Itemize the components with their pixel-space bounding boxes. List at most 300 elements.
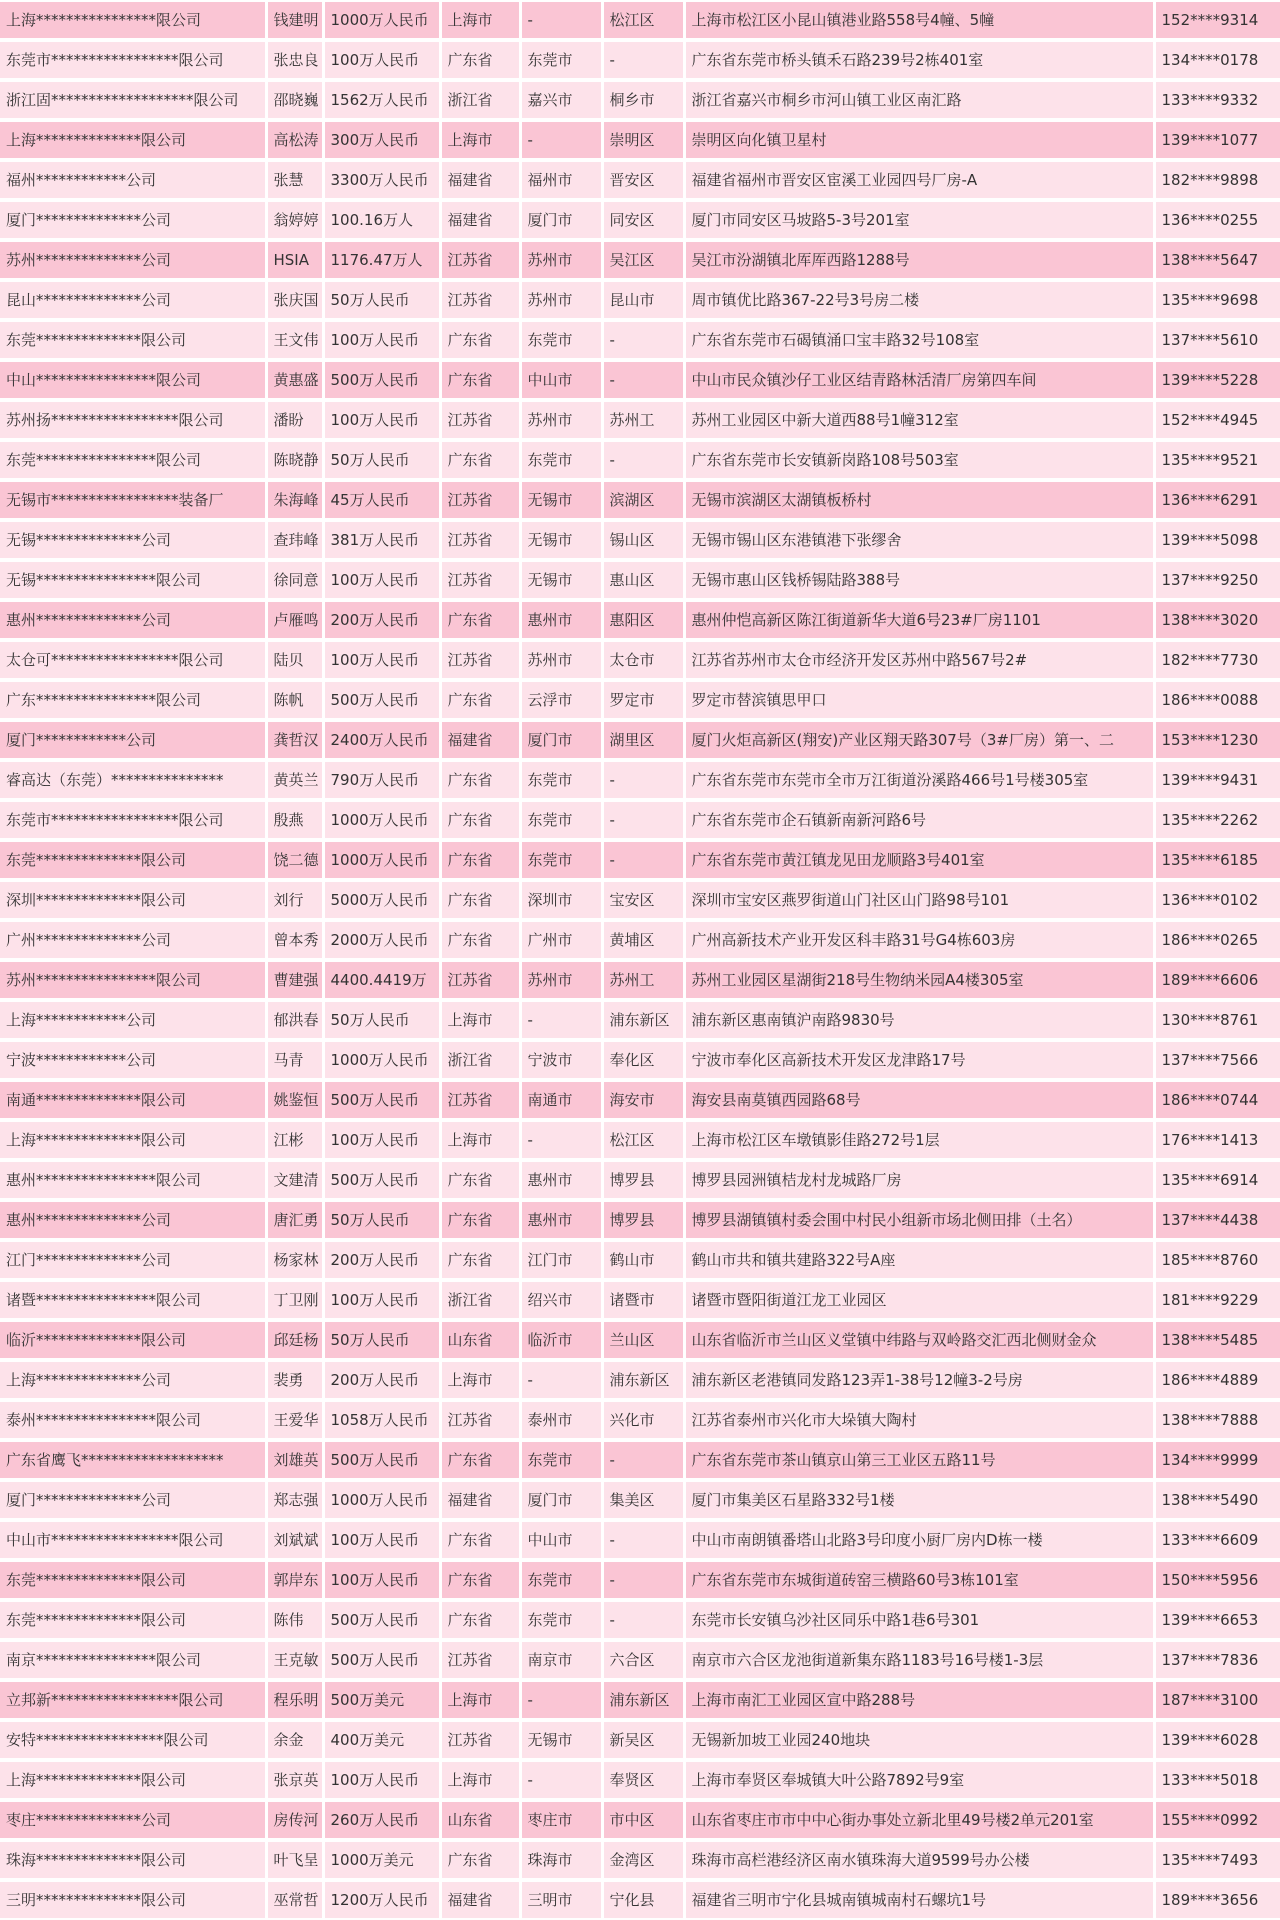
table-row: [0, 120, 1280, 160]
company-cell: 宁波************公司: [0, 1040, 266, 1080]
contact-cell: 程乐明: [266, 1680, 323, 1720]
district-cell: -: [602, 1560, 684, 1600]
address-cell: 中山市民众镇沙仔工业区结青路林活清厂房第四车间: [684, 360, 1154, 400]
table-row: [0, 240, 1280, 280]
district-cell: 锡山区: [602, 520, 684, 560]
province-cell: 广东省: [440, 760, 520, 800]
address-cell: 上海市奉贤区奉城镇大叶公路7892号9室: [684, 1760, 1154, 1800]
capital-cell: 500万美元: [323, 1680, 440, 1720]
company-cell: 苏州**************公司: [0, 240, 266, 280]
company-cell: 上海************公司: [0, 1000, 266, 1040]
address-cell: 上海市松江区车墩镇影佳路272号1层: [684, 1120, 1154, 1160]
city-cell: 中山市: [520, 1520, 602, 1560]
address-cell: 崇明区向化镇卫星村: [684, 120, 1154, 160]
city-cell: 厦门市: [520, 200, 602, 240]
company-cell: 广东****************限公司: [0, 680, 266, 720]
province-cell: 广东省: [440, 600, 520, 640]
city-cell: 惠州市: [520, 600, 602, 640]
province-cell: 浙江省: [440, 1280, 520, 1320]
address-cell: 无锡市滨湖区太湖镇板桥村: [684, 480, 1154, 520]
company-cell: 诸暨****************限公司: [0, 1280, 266, 1320]
address-cell: 海安县南莫镇西园路68号: [684, 1080, 1154, 1120]
table-row: [0, 360, 1280, 400]
company-cell: 临沂**************限公司: [0, 1320, 266, 1360]
city-cell: 苏州市: [520, 640, 602, 680]
city-cell: -: [520, 2, 602, 40]
province-cell: 江苏省: [440, 960, 520, 1000]
company-cell: 上海**************限公司: [0, 1120, 266, 1160]
contact-cell: 陆贝: [266, 640, 323, 680]
province-cell: 山东省: [440, 1320, 520, 1360]
company-cell: 苏州扬*****************限公司: [0, 400, 266, 440]
contact-cell: 刘雄英: [266, 1440, 323, 1480]
province-cell: 山东省: [440, 1800, 520, 1840]
phone-cell: 186****0088: [1154, 680, 1280, 720]
contact-cell: 徐同意: [266, 560, 323, 600]
address-cell: 南京市六合区龙池街道新集东路1183号16号楼1-3层: [684, 1640, 1154, 1680]
phone-cell: 138****5647: [1154, 240, 1280, 280]
table-row: [0, 960, 1280, 1000]
province-cell: 广东省: [440, 1520, 520, 1560]
phone-cell: 155****0992: [1154, 1800, 1280, 1840]
table-row: [0, 1880, 1280, 1920]
city-cell: 无锡市: [520, 480, 602, 520]
table-row: [0, 520, 1280, 560]
address-cell: 厦门火炬高新区(翔安)产业区翔天路307号（3#厂房）第一、二: [684, 720, 1154, 760]
phone-cell: 185****8760: [1154, 1240, 1280, 1280]
company-cell: 上海**************限公司: [0, 1760, 266, 1800]
contact-cell: 翁婷婷: [266, 200, 323, 240]
contact-cell: 王文伟: [266, 320, 323, 360]
address-cell: 浦东新区惠南镇沪南路9830号: [684, 1000, 1154, 1040]
province-cell: 广东省: [440, 1440, 520, 1480]
table-row: [0, 1240, 1280, 1280]
contact-cell: 张慧: [266, 160, 323, 200]
contact-cell: 文建清: [266, 1160, 323, 1200]
district-cell: -: [602, 1600, 684, 1640]
company-cell: 惠州**************公司: [0, 600, 266, 640]
company-cell: 三明**************限公司: [0, 1880, 266, 1920]
contact-cell: 陈帆: [266, 680, 323, 720]
contact-cell: 黄英兰: [266, 760, 323, 800]
table-row: [0, 320, 1280, 360]
district-cell: 六合区: [602, 1640, 684, 1680]
phone-cell: 138****5485: [1154, 1320, 1280, 1360]
address-cell: 浙江省嘉兴市桐乡市河山镇工业区南汇路: [684, 80, 1154, 120]
contact-cell: 曾本秀: [266, 920, 323, 960]
province-cell: 江苏省: [440, 1640, 520, 1680]
district-cell: 太仓市: [602, 640, 684, 680]
capital-cell: 3300万人民币: [323, 160, 440, 200]
table-row: [0, 840, 1280, 880]
capital-cell: 100万人民币: [323, 1120, 440, 1160]
phone-cell: 139****1077: [1154, 120, 1280, 160]
phone-cell: 139****9431: [1154, 760, 1280, 800]
province-cell: 上海市: [440, 1000, 520, 1040]
phone-cell: 135****7493: [1154, 1840, 1280, 1880]
capital-cell: 500万人民币: [323, 680, 440, 720]
capital-cell: 100万人民币: [323, 1280, 440, 1320]
capital-cell: 100万人民币: [323, 320, 440, 360]
address-cell: 江苏省泰州市兴化市大垛镇大陶村: [684, 1400, 1154, 1440]
address-cell: 无锡新加坡工业园240地块: [684, 1720, 1154, 1760]
district-cell: 宝安区: [602, 880, 684, 920]
province-cell: 上海市: [440, 1760, 520, 1800]
phone-cell: 189****6606: [1154, 960, 1280, 1000]
company-cell: 浙江固*******************限公司: [0, 80, 266, 120]
address-cell: 中山市南朗镇番塔山北路3号印度小厨厂房内D栋一楼: [684, 1520, 1154, 1560]
table-row: [0, 1640, 1280, 1680]
capital-cell: 1000万人民币: [323, 840, 440, 880]
capital-cell: 260万人民币: [323, 1800, 440, 1840]
contact-cell: 陈晓静: [266, 440, 323, 480]
phone-cell: 137****7566: [1154, 1040, 1280, 1080]
province-cell: 江苏省: [440, 1080, 520, 1120]
company-cell: 无锡****************限公司: [0, 560, 266, 600]
district-cell: -: [602, 840, 684, 880]
table-row: [0, 280, 1280, 320]
district-cell: 博罗县: [602, 1200, 684, 1240]
district-cell: 松江区: [602, 1120, 684, 1160]
phone-cell: 152****9314: [1154, 2, 1280, 40]
address-cell: 福建省福州市晋安区宦溪工业园四号厂房-A: [684, 160, 1154, 200]
table-row: [0, 1520, 1280, 1560]
district-cell: 宁化县: [602, 1880, 684, 1920]
address-cell: 广州高新技术产业开发区科丰路31号G4栋603房: [684, 920, 1154, 960]
table-row: [0, 560, 1280, 600]
address-cell: 广东省东莞市黄江镇龙见田龙顺路3号401室: [684, 840, 1154, 880]
district-cell: 浦东新区: [602, 1680, 684, 1720]
phone-cell: 189****3656: [1154, 1880, 1280, 1920]
phone-cell: 186****0744: [1154, 1080, 1280, 1120]
company-cell: 泰州****************限公司: [0, 1400, 266, 1440]
table-row: [0, 2, 1280, 40]
address-cell: 广东省东莞市东城街道砖窑三横路60号3栋101室: [684, 1560, 1154, 1600]
capital-cell: 381万人民币: [323, 520, 440, 560]
address-cell: 苏州工业园区星湖街218号生物纳米园A4楼305室: [684, 960, 1154, 1000]
district-cell: 昆山市: [602, 280, 684, 320]
province-cell: 广东省: [440, 1240, 520, 1280]
phone-cell: 186****4889: [1154, 1360, 1280, 1400]
district-cell: 鹤山市: [602, 1240, 684, 1280]
address-cell: 广东省东莞市石碣镇涌口宝丰路32号108室: [684, 320, 1154, 360]
city-cell: 中山市: [520, 360, 602, 400]
city-cell: -: [520, 1680, 602, 1720]
district-cell: 金湾区: [602, 1840, 684, 1880]
contact-cell: 王克敏: [266, 1640, 323, 1680]
city-cell: 厦门市: [520, 720, 602, 760]
city-cell: 嘉兴市: [520, 80, 602, 120]
capital-cell: 300万人民币: [323, 120, 440, 160]
province-cell: 广东省: [440, 1560, 520, 1600]
table-row: [0, 200, 1280, 240]
district-cell: 湖里区: [602, 720, 684, 760]
city-cell: 东莞市: [520, 1560, 602, 1600]
province-cell: 广东省: [440, 880, 520, 920]
phone-cell: 182****7730: [1154, 640, 1280, 680]
table-row: [0, 160, 1280, 200]
company-cell: 中山市*****************限公司: [0, 1520, 266, 1560]
contact-cell: 叶飞呈: [266, 1840, 323, 1880]
address-cell: 苏州工业园区中新大道西88号1幢312室: [684, 400, 1154, 440]
address-cell: 广东省东莞市长安镇新岗路108号503室: [684, 440, 1154, 480]
district-cell: 苏州工: [602, 400, 684, 440]
province-cell: 江苏省: [440, 520, 520, 560]
company-cell: 上海**************公司: [0, 1360, 266, 1400]
capital-cell: 100万人民币: [323, 40, 440, 80]
address-cell: 鹤山市共和镇共建路322号A座: [684, 1240, 1154, 1280]
city-cell: 东莞市: [520, 40, 602, 80]
contact-cell: HSIA: [266, 240, 323, 280]
capital-cell: 200万人民币: [323, 600, 440, 640]
city-cell: 泰州市: [520, 1400, 602, 1440]
province-cell: 福建省: [440, 160, 520, 200]
city-cell: 绍兴市: [520, 1280, 602, 1320]
district-cell: 吴江区: [602, 240, 684, 280]
address-cell: 惠州仲恺高新区陈江街道新华大道6号23#厂房1101: [684, 600, 1154, 640]
city-cell: 无锡市: [520, 520, 602, 560]
capital-cell: 2400万人民币: [323, 720, 440, 760]
capital-cell: 1000万人民币: [323, 800, 440, 840]
address-cell: 上海市松江区小昆山镇港业路558号4幢、5幢: [684, 2, 1154, 40]
province-cell: 广东省: [440, 1160, 520, 1200]
address-cell: 东莞市长安镇乌沙社区同乐中路1巷6号301: [684, 1600, 1154, 1640]
district-cell: 奉贤区: [602, 1760, 684, 1800]
province-cell: 江苏省: [440, 560, 520, 600]
table-row: [0, 680, 1280, 720]
table-row: [0, 1440, 1280, 1480]
contact-cell: 江彬: [266, 1120, 323, 1160]
contact-cell: 朱海峰: [266, 480, 323, 520]
table-row: [0, 400, 1280, 440]
phone-cell: 176****1413: [1154, 1120, 1280, 1160]
table-row: [0, 800, 1280, 840]
capital-cell: 100万人民币: [323, 1520, 440, 1560]
address-cell: 无锡市惠山区钱桥锡陆路388号: [684, 560, 1154, 600]
company-cell: 深圳**************限公司: [0, 880, 266, 920]
table-row: [0, 920, 1280, 960]
phone-cell: 182****9898: [1154, 160, 1280, 200]
phone-cell: 150****5956: [1154, 1560, 1280, 1600]
capital-cell: 1000万人民币: [323, 2, 440, 40]
address-cell: 广东省东莞市企石镇新南新河路6号: [684, 800, 1154, 840]
capital-cell: 50万人民币: [323, 1000, 440, 1040]
province-cell: 广东省: [440, 680, 520, 720]
table-row: [0, 1560, 1280, 1600]
province-cell: 广东省: [440, 1840, 520, 1880]
table-row: [0, 1600, 1280, 1640]
table-row: [0, 1080, 1280, 1120]
company-cell: 安特*****************限公司: [0, 1720, 266, 1760]
company-cell: 东莞**************限公司: [0, 1600, 266, 1640]
district-cell: 浦东新区: [602, 1360, 684, 1400]
capital-cell: 500万人民币: [323, 360, 440, 400]
address-cell: 福建省三明市宁化县城南镇城南村石螺坑1号: [684, 1880, 1154, 1920]
phone-cell: 139****6653: [1154, 1600, 1280, 1640]
city-cell: 宁波市: [520, 1040, 602, 1080]
company-cell: 昆山**************公司: [0, 280, 266, 320]
province-cell: 广东省: [440, 1200, 520, 1240]
company-cell: 广州**************公司: [0, 920, 266, 960]
table-row: [0, 1840, 1280, 1880]
province-cell: 上海市: [440, 1680, 520, 1720]
company-cell: 苏州****************限公司: [0, 960, 266, 1000]
address-cell: 广东省东莞市东莞市全市万江街道汾溪路466号1号楼305室: [684, 760, 1154, 800]
table-row: [0, 1160, 1280, 1200]
province-cell: 江苏省: [440, 640, 520, 680]
city-cell: 广州市: [520, 920, 602, 960]
district-cell: 海安市: [602, 1080, 684, 1120]
district-cell: 市中区: [602, 1800, 684, 1840]
phone-cell: 133****9332: [1154, 80, 1280, 120]
phone-cell: 137****7836: [1154, 1640, 1280, 1680]
district-cell: 惠山区: [602, 560, 684, 600]
district-cell: 晋安区: [602, 160, 684, 200]
capital-cell: 45万人民币: [323, 480, 440, 520]
company-cell: 东莞市*****************限公司: [0, 40, 266, 80]
contact-cell: 钱建明: [266, 2, 323, 40]
phone-cell: 138****5490: [1154, 1480, 1280, 1520]
capital-cell: 200万人民币: [323, 1360, 440, 1400]
address-cell: 博罗县园洲镇桔龙村龙城路厂房: [684, 1160, 1154, 1200]
city-cell: 深圳市: [520, 880, 602, 920]
capital-cell: 500万人民币: [323, 1600, 440, 1640]
phone-cell: 135****6185: [1154, 840, 1280, 880]
phone-cell: 187****3100: [1154, 1680, 1280, 1720]
capital-cell: 1200万人民币: [323, 1880, 440, 1920]
city-cell: 东莞市: [520, 440, 602, 480]
district-cell: 奉化区: [602, 1040, 684, 1080]
company-cell: 厦门**************公司: [0, 1480, 266, 1520]
province-cell: 浙江省: [440, 80, 520, 120]
city-cell: 珠海市: [520, 1840, 602, 1880]
table-row: [0, 440, 1280, 480]
contact-cell: 马青: [266, 1040, 323, 1080]
contact-cell: 王爱华: [266, 1400, 323, 1440]
address-cell: 山东省枣庄市市中中心街办事处立新北里49号楼2单元201室: [684, 1800, 1154, 1840]
contact-cell: 唐汇勇: [266, 1200, 323, 1240]
contact-cell: 龚哲汉: [266, 720, 323, 760]
province-cell: 广东省: [440, 800, 520, 840]
province-cell: 福建省: [440, 1480, 520, 1520]
capital-cell: 500万人民币: [323, 1640, 440, 1680]
district-cell: 集美区: [602, 1480, 684, 1520]
company-cell: 东莞**************限公司: [0, 840, 266, 880]
address-cell: 周市镇优比路367-22号3号房二楼: [684, 280, 1154, 320]
company-cell: 东莞**************限公司: [0, 320, 266, 360]
capital-cell: 2000万人民币: [323, 920, 440, 960]
phone-cell: 139****5228: [1154, 360, 1280, 400]
contact-cell: 张庆国: [266, 280, 323, 320]
phone-cell: 137****5610: [1154, 320, 1280, 360]
district-cell: 黄埔区: [602, 920, 684, 960]
phone-cell: 137****9250: [1154, 560, 1280, 600]
table-row: [0, 880, 1280, 920]
contact-cell: 陈伟: [266, 1600, 323, 1640]
capital-cell: 50万人民币: [323, 1200, 440, 1240]
province-cell: 江苏省: [440, 400, 520, 440]
company-cell: 惠州**************公司: [0, 1200, 266, 1240]
capital-cell: 200万人民币: [323, 1240, 440, 1280]
district-cell: -: [602, 440, 684, 480]
city-cell: 无锡市: [520, 560, 602, 600]
contact-cell: 潘盼: [266, 400, 323, 440]
capital-cell: 500万人民币: [323, 1080, 440, 1120]
table-body: [0, 2, 1280, 1920]
province-cell: 江苏省: [440, 480, 520, 520]
phone-cell: 139****5098: [1154, 520, 1280, 560]
province-cell: 上海市: [440, 2, 520, 40]
contact-cell: 查玮峰: [266, 520, 323, 560]
contact-cell: 卢雁鸣: [266, 600, 323, 640]
district-cell: 诸暨市: [602, 1280, 684, 1320]
table-row: [0, 760, 1280, 800]
company-cell: 太仓可*****************限公司: [0, 640, 266, 680]
address-cell: 罗定市替滨镇思甲口: [684, 680, 1154, 720]
capital-cell: 100万人民币: [323, 560, 440, 600]
phone-cell: 134****9999: [1154, 1440, 1280, 1480]
contact-cell: 高松涛: [266, 120, 323, 160]
city-cell: -: [520, 1360, 602, 1400]
company-cell: 上海**************限公司: [0, 120, 266, 160]
phone-cell: 181****9229: [1154, 1280, 1280, 1320]
province-cell: 江苏省: [440, 240, 520, 280]
table-row: [0, 40, 1280, 80]
phone-cell: 139****6028: [1154, 1720, 1280, 1760]
address-cell: 厦门市集美区石星路332号1楼: [684, 1480, 1154, 1520]
table-row: [0, 80, 1280, 120]
company-cell: 中山****************限公司: [0, 360, 266, 400]
city-cell: -: [520, 1120, 602, 1160]
district-cell: 崇明区: [602, 120, 684, 160]
phone-cell: 136****6291: [1154, 480, 1280, 520]
contact-cell: 刘斌斌: [266, 1520, 323, 1560]
city-cell: 临沂市: [520, 1320, 602, 1360]
table-row: [0, 640, 1280, 680]
contact-cell: 饶二德: [266, 840, 323, 880]
phone-cell: 135****9521: [1154, 440, 1280, 480]
company-cell: 广东省鹰飞*******************: [0, 1440, 266, 1480]
capital-cell: 1176.47万人: [323, 240, 440, 280]
contact-cell: 张京英: [266, 1760, 323, 1800]
address-cell: 浦东新区老港镇同发路123弄1-38号12幢3-2号房: [684, 1360, 1154, 1400]
address-cell: 博罗县湖镇镇村委会围中村民小组新市场北侧田排（土名）: [684, 1200, 1154, 1240]
company-cell: 福州************公司: [0, 160, 266, 200]
table-row: [0, 1720, 1280, 1760]
capital-cell: 1000万美元: [323, 1840, 440, 1880]
phone-cell: 138****7888: [1154, 1400, 1280, 1440]
table-row: [0, 1120, 1280, 1160]
address-cell: 宁波市奉化区高新技术开发区龙津路17号: [684, 1040, 1154, 1080]
phone-cell: 133****6609: [1154, 1520, 1280, 1560]
table-row: [0, 1360, 1280, 1400]
capital-cell: 4400.4419万: [323, 960, 440, 1000]
phone-cell: 137****4438: [1154, 1200, 1280, 1240]
province-cell: 江苏省: [440, 280, 520, 320]
contact-cell: 张忠良: [266, 40, 323, 80]
table-row: [0, 480, 1280, 520]
phone-cell: 130****8761: [1154, 1000, 1280, 1040]
province-cell: 广东省: [440, 840, 520, 880]
province-cell: 上海市: [440, 120, 520, 160]
district-cell: 松江区: [602, 2, 684, 40]
contact-cell: 姚鉴恒: [266, 1080, 323, 1120]
capital-cell: 400万美元: [323, 1720, 440, 1760]
address-cell: 深圳市宝安区燕罗街道山门社区山门路98号101: [684, 880, 1154, 920]
phone-cell: 153****1230: [1154, 720, 1280, 760]
province-cell: 广东省: [440, 40, 520, 80]
capital-cell: 500万人民币: [323, 1440, 440, 1480]
